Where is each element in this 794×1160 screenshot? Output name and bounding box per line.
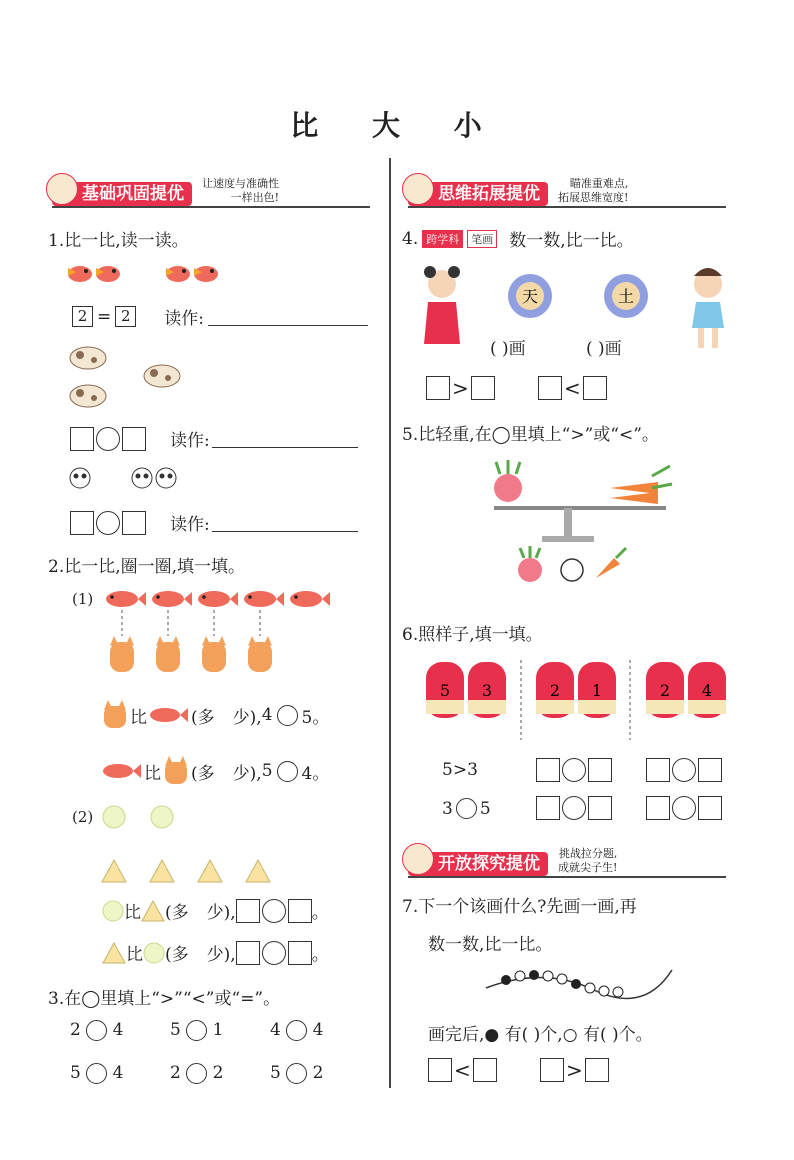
- fish-icon: [244, 591, 284, 607]
- cat-icon: [248, 636, 272, 672]
- q3-item: 5 2: [270, 1063, 324, 1083]
- section-thinking-label: 思维拓展提优: [408, 182, 548, 206]
- svg-text:1: 1: [591, 681, 603, 700]
- q6-circle[interactable]: [562, 796, 586, 820]
- q4-compare-gt: >: [426, 376, 495, 400]
- q3-item: 2 2: [170, 1063, 224, 1083]
- q3-item: 2 4: [70, 1020, 124, 1040]
- q5-balance-illustration: [480, 460, 680, 586]
- section-basic-rule: [52, 206, 370, 208]
- q2-row3-box-right[interactable]: [288, 899, 312, 923]
- q4-gt-box-right[interactable]: [471, 376, 495, 400]
- bird-icon: [166, 266, 190, 282]
- white-bead: [543, 971, 553, 981]
- q2-row3-box-left[interactable]: [236, 899, 260, 923]
- q3-item: 5 1: [170, 1020, 224, 1040]
- q4-lt-box-left[interactable]: [538, 376, 562, 400]
- balance-base: [542, 536, 594, 542]
- q1-row3: [70, 510, 358, 535]
- q7-compare-gt: >: [540, 1058, 609, 1082]
- triangle-shape: [102, 860, 126, 882]
- q4-paren-tu[interactable]: ( )画: [586, 339, 622, 359]
- section-open-rule: [408, 876, 726, 878]
- q4-paren-tian[interactable]: ( )画: [490, 339, 526, 359]
- q6-mittens-illustration: [420, 656, 740, 740]
- q5-title: 5.比轻重,在◯里填上“>”或“<”。: [402, 425, 659, 445]
- bird-icon: [68, 266, 92, 282]
- cow-icon: [144, 365, 180, 387]
- column-divider: [389, 158, 391, 1088]
- balance-post: [564, 508, 572, 536]
- q4-tag-cross-subject: 跨学科: [422, 230, 463, 248]
- q6-box[interactable]: [536, 796, 560, 820]
- section-thinking-rule: [408, 206, 726, 208]
- fish-icon: [198, 591, 238, 607]
- q1-row3-box-left[interactable]: [70, 511, 94, 535]
- q2-row4-box-left[interactable]: [236, 941, 260, 965]
- q4-tag-strokes: 笔画: [467, 230, 497, 248]
- cat-icon: [100, 700, 130, 730]
- q3-circle[interactable]: [186, 1020, 207, 1041]
- q1-row3-answer-line[interactable]: [212, 513, 358, 532]
- fish-icon: [100, 760, 144, 782]
- q4-gt-box-left[interactable]: [426, 376, 450, 400]
- section-open-label: 开放探究提优: [408, 852, 548, 876]
- circle-shape: [151, 806, 173, 828]
- cow-icon: [70, 385, 106, 407]
- q6-circle[interactable]: [672, 796, 696, 820]
- q1-row1-answer-line[interactable]: [208, 307, 368, 326]
- q4-lt-box-right[interactable]: [583, 376, 607, 400]
- q3-title: 3.在◯里填上“>”“<”或“=”。: [48, 989, 281, 1009]
- crab-mascot-icon: [402, 843, 434, 875]
- white-bead: [515, 971, 525, 981]
- q1-row1-right-box: 2: [115, 306, 136, 327]
- q2-row1: 比 (多 少), 4 5。: [100, 700, 329, 730]
- circle-shape-icon: [102, 900, 124, 922]
- mittens-pair-2: [536, 662, 616, 718]
- q4-compare-lt: <: [538, 376, 607, 400]
- section-basic-slogan: 让速度与准确性 一样出色!: [202, 177, 279, 204]
- q6-box[interactable]: [588, 758, 612, 782]
- q6-pair2-row2: [536, 796, 612, 820]
- q6-pair2-row1: [536, 758, 612, 782]
- q1-row2-circle[interactable]: [96, 427, 120, 451]
- q1-row3-circle[interactable]: [96, 511, 120, 535]
- fish-icon: [152, 591, 192, 607]
- q7-lt-box-right[interactable]: [473, 1058, 497, 1082]
- q7-lt-box-left[interactable]: [428, 1058, 452, 1082]
- pandas-illustration: [66, 464, 186, 494]
- q7-compare-lt: <: [428, 1058, 497, 1082]
- q6-box[interactable]: [646, 758, 670, 782]
- radish-icon: [518, 546, 542, 582]
- q6-circle[interactable]: [672, 758, 696, 782]
- white-bead: [557, 974, 567, 984]
- carrots-icon: [610, 466, 672, 504]
- q7-gt-box-right[interactable]: [585, 1058, 609, 1082]
- svg-text:2: 2: [659, 681, 671, 700]
- q3-circle[interactable]: [286, 1020, 307, 1041]
- q6-box[interactable]: [536, 758, 560, 782]
- fish-icon: [290, 591, 330, 607]
- q1-row2-read-label: 读作:: [170, 431, 210, 451]
- q7-after-text[interactable]: 画完后,● 有( )个,○ 有( )个。: [428, 1025, 653, 1045]
- q1-row1-op: =: [97, 306, 112, 327]
- q2-part1-label: (1): [72, 590, 94, 608]
- carrot-icon: [596, 548, 626, 578]
- q4-title-row: 4. 跨学科 笔画 数一数,比一比。: [402, 228, 634, 251]
- q6-title: 6.照样子,填一填。: [402, 625, 543, 645]
- mittens-pair-3: [646, 662, 726, 718]
- cat-icon: [202, 636, 226, 672]
- girl-thinking-icon: [692, 268, 724, 348]
- q6-example-2: 3 5: [442, 798, 491, 819]
- triangle-shape: [198, 860, 222, 882]
- q2-row3: 比 (多 少), 。: [102, 898, 329, 923]
- q1-row2: [70, 426, 358, 451]
- circle-shape: [103, 806, 125, 828]
- section-thinking-slogan: 瞄准重难点, 拓展思维宽度!: [558, 177, 629, 204]
- svg-text:3: 3: [481, 681, 493, 700]
- section-basic-header: [52, 176, 279, 206]
- cat-icon: [161, 756, 191, 786]
- q2-part2-label: (2): [72, 808, 94, 826]
- q2-row2: 比 (多 少), 5 4。: [100, 756, 329, 786]
- q2-row3-circle[interactable]: [262, 899, 286, 923]
- svg-text:5: 5: [439, 681, 451, 700]
- q6-box[interactable]: [646, 796, 670, 820]
- cow-icon: [70, 347, 106, 369]
- circle-shape-icon: [143, 942, 165, 964]
- section-open-header: [408, 846, 617, 876]
- section-open-slogan: 挑战拉分题, 成就尖子生!: [558, 847, 618, 874]
- triangle-shape: [150, 860, 174, 882]
- q6-pair3-row2: [646, 796, 722, 820]
- q7-title-line1: 7.下一个该画什么?先画一画,再: [402, 897, 637, 917]
- fish-icon: [147, 704, 191, 726]
- q1-row2-box-left[interactable]: [70, 427, 94, 451]
- girl-icon: [424, 266, 460, 344]
- q1-title: 1.比一比,读一读。: [48, 231, 189, 251]
- svg-text:4: 4: [701, 681, 713, 700]
- triangle-shape: [246, 860, 270, 882]
- q5-answer-circle: [561, 559, 583, 581]
- q6-box[interactable]: [698, 796, 722, 820]
- white-bead: [599, 986, 609, 996]
- squid-mascot-icon: [46, 173, 78, 205]
- q3-circle[interactable]: [286, 1063, 307, 1084]
- q7-bead-string: [484, 964, 674, 1004]
- q2-row2-circle[interactable]: [277, 761, 298, 782]
- section-thinking-header: [408, 176, 628, 206]
- q3-grid: [70, 1020, 370, 1084]
- q2-row4-box-right[interactable]: [288, 941, 312, 965]
- q2-row4: 比 (多 少), 。: [102, 940, 329, 965]
- q1-row1: [72, 304, 368, 329]
- q6-pair3-row1: [646, 758, 722, 782]
- fish-cats-illustration: [102, 586, 342, 686]
- q1-row1-read-label: 读作:: [164, 309, 204, 329]
- bird-icon: [194, 266, 218, 282]
- q7-gt-box-left[interactable]: [540, 1058, 564, 1082]
- cat-icon: [156, 636, 180, 672]
- q1-row2-answer-line[interactable]: [212, 429, 358, 448]
- fish-icon: [106, 591, 146, 607]
- birds-illustration: [66, 258, 236, 288]
- q4-char-tu: 土: [617, 287, 635, 306]
- panda-icon: [132, 468, 152, 488]
- q6-circle[interactable]: [562, 758, 586, 782]
- radish-icon: [494, 460, 522, 502]
- cat-icon: [110, 636, 134, 672]
- q6-box[interactable]: [588, 796, 612, 820]
- q4-char-tian: 天: [521, 287, 539, 306]
- q1-row2-box-right[interactable]: [122, 427, 146, 451]
- white-bead: [613, 987, 623, 997]
- q3-item: 4 4: [270, 1020, 324, 1040]
- q3-circle[interactable]: [86, 1063, 107, 1084]
- q3-circle[interactable]: [186, 1063, 207, 1084]
- white-bead: [585, 983, 595, 993]
- q2-row4-circle[interactable]: [262, 941, 286, 965]
- q3-circle[interactable]: [86, 1020, 107, 1041]
- mittens-pair-1: [426, 662, 506, 718]
- panda-icon: [70, 468, 90, 488]
- q1-row3-box-right[interactable]: [122, 511, 146, 535]
- q6-box[interactable]: [698, 758, 722, 782]
- black-bead: [529, 970, 539, 980]
- shark-mascot-icon: [402, 173, 434, 205]
- q2-title: 2.比一比,圈一圈,填一填。: [48, 557, 246, 577]
- q3-item: 5 4: [70, 1063, 124, 1083]
- black-bead: [501, 975, 511, 985]
- section-basic-label: 基础巩固提优: [52, 182, 192, 206]
- q2-row1-circle[interactable]: [277, 705, 298, 726]
- page-title: 比 大 小: [290, 109, 504, 142]
- q6-example-1: 5>3: [442, 760, 478, 780]
- triangle-shape-icon: [141, 900, 165, 922]
- q1-row1-left-box: 2: [72, 306, 93, 327]
- cows-illustration: [66, 342, 186, 414]
- black-bead: [571, 979, 581, 989]
- panda-icon: [156, 468, 176, 488]
- triangle-shape-icon: [102, 942, 126, 964]
- bird-icon: [96, 266, 120, 282]
- svg-text:2: 2: [549, 681, 561, 700]
- circles-triangles-illustration: [100, 804, 280, 890]
- q4-illustration: [420, 262, 740, 358]
- q7-title-line2: 数一数,比一比。: [428, 935, 553, 955]
- q1-row3-read-label: 读作:: [170, 515, 210, 535]
- q6-example-circle[interactable]: [456, 798, 477, 819]
